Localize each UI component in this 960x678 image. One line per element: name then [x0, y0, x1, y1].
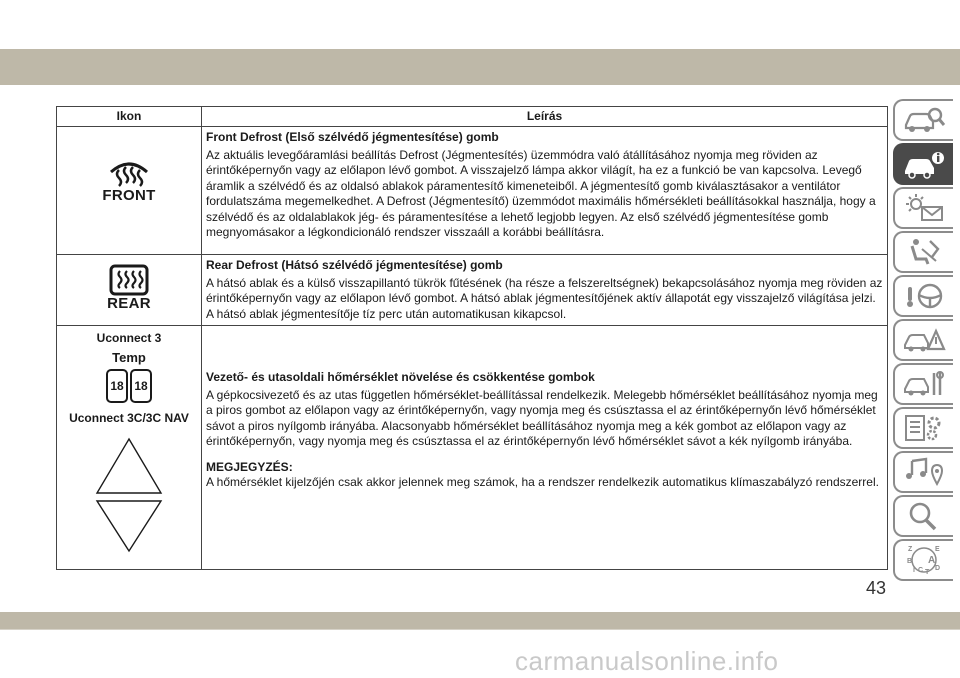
footer-line	[0, 629, 960, 630]
warning-light-mail-icon	[902, 193, 946, 223]
rear-defrost-icon	[109, 264, 149, 296]
climate-controls-table	[56, 106, 888, 570]
tab-multimedia[interactable]	[893, 451, 953, 493]
car-info-icon	[902, 149, 946, 179]
rear-label: REAR	[107, 295, 151, 312]
header-description: Leírás	[202, 107, 888, 127]
tab-search[interactable]	[893, 495, 953, 537]
top-margin	[0, 0, 960, 49]
seat-airbag-icon	[902, 237, 946, 267]
car-search-icon	[902, 105, 946, 135]
tab-car-info[interactable]	[893, 143, 953, 185]
svg-text:A: A	[928, 555, 936, 566]
svg-text:B: B	[907, 558, 913, 565]
temp-right-value: 18	[134, 379, 148, 393]
temp-display	[106, 369, 152, 403]
steering-wheel-icon	[902, 281, 946, 311]
car-breakdown-warning-icon	[902, 325, 946, 355]
desc-cell-front	[202, 127, 888, 255]
desc-cell-rear	[202, 255, 888, 326]
header-icon: Ikon	[57, 107, 202, 127]
tab-service[interactable]	[893, 363, 953, 405]
icon-cell-temp	[57, 326, 202, 570]
uconnect3c-label: Uconnect 3C/3C NAV	[69, 411, 189, 425]
icon-cell-front	[57, 127, 202, 255]
tab-specifications[interactable]	[893, 407, 953, 449]
svg-text:E: E	[935, 546, 940, 553]
checklist-gear-icon	[902, 413, 946, 443]
icon-cell-rear	[57, 255, 202, 326]
uconnect3-label: Uconnect 3	[96, 331, 162, 345]
svg-text:T: T	[925, 569, 930, 576]
magnifier-icon	[902, 501, 946, 531]
page-number: 43	[866, 578, 887, 598]
temp-label: Temp	[112, 350, 146, 365]
note-title: MEGJEGYZÉS:	[206, 459, 293, 474]
front-defrost-text: Az aktuális levegőáramlási beállítás Defrost (Jégmentesítés) üzemmódra való átállításához nyomja meg röviden az érintőképernyőn vagy az előlapon lévő gombot. A visszajelző lámpa akkor világít, ha ez a funkció be van kapcsolva. Levegő áramlik a szélvédő és az oldalsó ablakok páramentesítő kimeneteiből. A jégmentesítő gomb kiválasztásakor a ventilátor fordulatszáma megemelkedhet. A Defrost (Jégmentesítő) üzemmódot maximális hőmérsékleti beállításokkal használja, hogy a szélvédő és az oldalablakok jég- és páramentesítése a lehető legjobb legyen. Az első szélvédő jégmentesítése gomb megnyomásakor a légkondicionáló rendszer visszaáll a korábbi beállításra.	[206, 147, 876, 239]
front-label: FRONT	[102, 187, 156, 204]
desc-cell-temp	[202, 326, 888, 570]
triangle-down-icon	[94, 498, 164, 554]
table-row	[57, 326, 888, 570]
front-defrost-icon	[109, 160, 149, 188]
alphabet-index-icon	[902, 543, 946, 577]
temp-right-box	[130, 369, 152, 403]
watermark: carmanualsonline.info	[515, 646, 779, 676]
tab-safety[interactable]	[893, 231, 953, 273]
header-bar	[0, 49, 960, 85]
tab-warning-lights[interactable]	[893, 187, 953, 229]
temp-title: Vezető- és utasoldali hőmérséklet növelése és csökkentése gombok	[206, 370, 595, 384]
note-text: A hőmérséklet kijelzőjén csak akkor jelennek meg számok, ha a rendszer rendelkezik automatikus klímaszabályzó rendszerrel.	[206, 475, 879, 489]
footer-bar	[0, 612, 960, 629]
svg-text:Z: Z	[908, 546, 913, 553]
svg-text:C: C	[918, 567, 924, 574]
rear-defrost-text: A hátsó ablak és a külső visszapillantó tükrök fűtésének (ha része a felszereltségnek) bekapcsolásához nyomja meg röviden az érintőképernyőn vagy az előlapon lévő gombot. A hátsó ablak jégmentesítőjének aktív állapotát egy visszajelző világítása jelzi. A hátsó ablak jégmentesítője tíz perc után automatikusan kikapcsol.	[206, 275, 883, 321]
tab-emergency[interactable]	[893, 319, 953, 361]
temp-left-box	[106, 369, 128, 403]
temp-text: A gépkocsivezető és az utas független hőmérséklet-beállítással rendelkezik. Melegebb hőmérséklet beállításához nyomja meg a piros gombot az előlapon vagy az érintőképernyőn, vagy nyomja meg és csúsztassa el az érintőképernyőn lévő hőmérséklet sávot a piros nyílgomb irányába. Alacsonyabb hőmérséklet beállításához nyomja meg a kék gombot az előlapon vagy az érintőképernyőn, vagy nyomja meg és csúsztassa el az érintőképernyőn lévő hőmérséklet sávot a kék nyílgomb irányába.	[206, 387, 878, 448]
tab-index[interactable]	[893, 539, 953, 581]
svg-text:D: D	[935, 565, 941, 572]
table-row	[57, 255, 888, 326]
table-header-row	[57, 107, 888, 127]
tab-driving[interactable]	[893, 275, 953, 317]
table-row	[57, 127, 888, 255]
svg-text:I: I	[913, 567, 915, 574]
rear-defrost-title: Rear Defrost (Hátsó szélvédő jégmentesítése) gomb	[206, 258, 503, 272]
triangle-up-icon	[94, 436, 164, 496]
car-tools-icon	[902, 369, 946, 399]
front-defrost-title: Front Defrost (Első szélvédő jégmentesítése) gomb	[206, 130, 499, 144]
tab-car-search[interactable]	[893, 99, 953, 141]
temp-left-value: 18	[110, 379, 124, 393]
music-location-icon	[902, 457, 946, 487]
